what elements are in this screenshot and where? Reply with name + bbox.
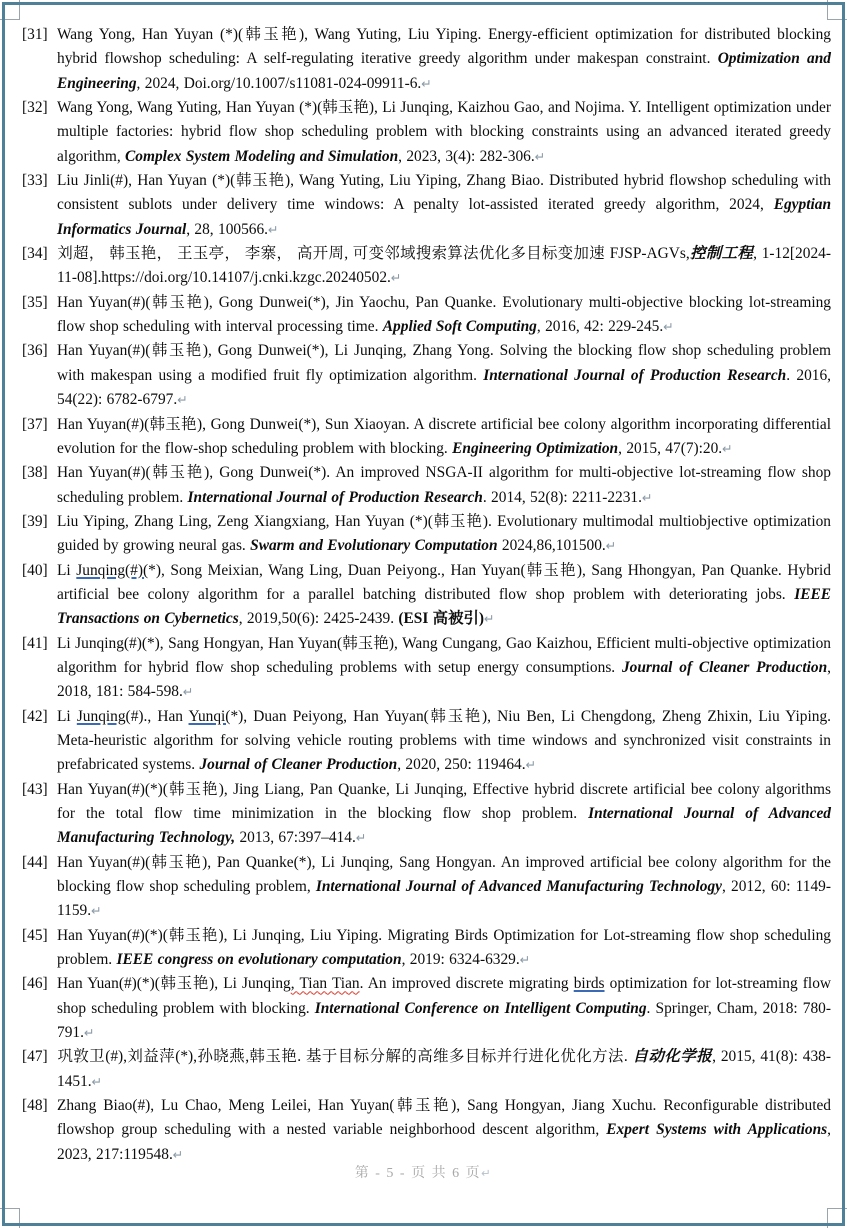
- ref-segment: , 2024, Doi.org/10.1007/s11081-024-09911-6.: [136, 74, 422, 92]
- reference-number: [43]: [22, 780, 48, 798]
- reference-item: [22, 632, 831, 705]
- ref-segment: International Conference on Intelligent Computing: [314, 999, 647, 1017]
- ref-segment: Wang Yong, Han Yuyan (*)(韩玉艳), Wang Yuting, Liu Yiping. Energy-efficient optimization for distributed blocking hybrid flowshop scheduling: A self-regulating iterative greedy algorithm under makespan constraint.: [57, 26, 831, 68]
- reference-number: [34]: [22, 245, 48, 263]
- ref-segment: IEEE Transactions on Cybernetics: [57, 585, 831, 628]
- ref-segment: IEEE congress on evolutionary computation: [116, 951, 402, 969]
- ref-segment: 控制工程: [689, 245, 754, 263]
- ref-segment: . 2014, 52(8): 2211-2231.: [482, 488, 642, 506]
- reference-number: [37]: [22, 415, 48, 433]
- crop-mark-top-right: [827, 0, 847, 20]
- reference-number: [39]: [22, 512, 48, 530]
- reference-item: [22, 461, 831, 510]
- reference-item: [22, 291, 831, 340]
- reference-number: [38]: [22, 464, 48, 482]
- ref-segment: International Journal of Production Research: [187, 488, 483, 506]
- reference-item: [22, 972, 831, 1045]
- ref-segment: Expert Systems with Applications: [606, 1121, 828, 1139]
- paragraph-mark-icon: ↵: [641, 489, 653, 505]
- ref-segment: Engineering Optimization: [452, 439, 619, 457]
- ref-segment: 2013, 67:397–414.: [235, 829, 356, 847]
- reference-number: [48]: [22, 1097, 48, 1115]
- reference-number: [41]: [22, 634, 48, 652]
- ref-segment: Yunqi(: [188, 707, 231, 725]
- ref-segment: Optimization and Engineering: [57, 50, 831, 92]
- paragraph-mark-icon: ↵: [663, 319, 674, 335]
- ref-segment: 自动化学报: [632, 1048, 713, 1066]
- ref-segment: optimization for lot-streaming flow shop scheduling problem with blocking.: [57, 975, 832, 1017]
- ref-segment: Complex System Modeling and Simulation: [125, 147, 399, 165]
- paragraph-mark-icon: ↵: [525, 757, 537, 773]
- ref-segment: (ESI 高被引): [398, 610, 484, 628]
- reference-item: [22, 1045, 831, 1094]
- paragraph-mark-icon: ↵: [177, 392, 188, 408]
- reference-item: [22, 23, 831, 96]
- reference-number: [46]: [22, 975, 48, 993]
- paragraph-mark-icon: ↵: [722, 440, 733, 456]
- ref-segment: Swarm and Evolutionary Computation: [250, 537, 498, 555]
- ref-segment: Han Yuan(#)(*)(韩玉艳), Li Junqing: [57, 975, 291, 993]
- ref-segment: Li: [57, 707, 77, 725]
- reference-number: [35]: [22, 293, 48, 311]
- ref-segment: International Journal of Advanced Manufacturing Technology,: [57, 805, 831, 847]
- ref-segment: Li Junqing(#)(*), Sang Hongyan, Han Yuyan(韩玉艳), Wang Cungang, Gao Kaizhou, Efficient multi-objective optimization algorithm for hybrid flow shop scheduling problems with setup energy consumptions.: [57, 634, 831, 676]
- ref-segment: , 2023, 3(4): 282-306.: [398, 147, 535, 165]
- ref-segment: Li: [57, 561, 77, 579]
- paragraph-mark-icon: ↵: [83, 1025, 95, 1041]
- page-number-text: 第 - 5 - 页 共 6 页: [354, 1166, 482, 1181]
- ref-segment: *), Song Meixian, Wang Ling, Duan Peiyong., Han Yuyan(韩玉艳), Sang Hhongyan, Pan Quanke. Hybrid artificial bee colony algorithm for a parallel batching distributed flow shop problem with deteriorating jobs.: [57, 561, 831, 603]
- ref-segment: Journal of Cleaner Production: [621, 658, 828, 676]
- ref-segment: *), Duan Peiyong, Han Yuyan(韩玉艳), Niu Ben, Li Chengdong, Zheng Zhixin, Liu Yiping. Meta-heuristic algorithm for solving vehicle routing problems with time windows and synchronized visit constraints in prefabricated systems.: [57, 707, 832, 774]
- ref-segment: #)., Han: [130, 707, 189, 725]
- ref-segment: Liu Jinli(#), Han Yuyan (*)(韩玉艳), Wang Yuting, Liu Yiping, Zhang Biao. Distributed hybrid flowshop scheduling with consistent sublots under delivery time windows: A penalty lot-assisted iterated greedy algorithm, 2024,: [57, 172, 831, 214]
- ref-segment: 2024,86,101500.: [497, 537, 606, 555]
- reference-item: [22, 169, 831, 242]
- paragraph-mark-icon: ↵: [390, 270, 402, 286]
- paragraph-mark-icon: ↵: [268, 221, 279, 237]
- paragraph-mark-icon: ↵: [481, 1166, 493, 1180]
- ref-segment: , 2016, 42: 229-245.: [536, 318, 664, 336]
- ref-segment: Han Yuyan(#)(韩玉艳), Gong Dunwei(*), Jin Yaochu, Pan Quanke. Evolutionary multi-objective blocking lot-streaming flow shop scheduling with interval processing time.: [57, 293, 831, 336]
- reference-item: [22, 96, 831, 169]
- paragraph-mark-icon: ↵: [91, 903, 102, 919]
- reference-number: [40]: [22, 561, 48, 579]
- ref-segment: , 2019,50(6): 2425-2439.: [238, 610, 399, 628]
- reference-number: [33]: [22, 172, 48, 190]
- ref-segment: Egyptian Informatics Journal: [57, 196, 831, 238]
- crop-mark-bottom-left: [0, 1208, 20, 1228]
- ref-segment: , 2018, 181: 584-598.: [57, 658, 831, 701]
- ref-segment: , 2015, 47(7):20.: [618, 439, 723, 457]
- paragraph-mark-icon: ↵: [605, 538, 617, 554]
- ref-segment: International Journal of Production Research: [483, 366, 787, 384]
- page-footer: [0, 1162, 847, 1182]
- ref-segment: Journal of Cleaner Production: [199, 756, 398, 774]
- ref-segment: birds: [573, 975, 605, 993]
- paragraph-mark-icon: ↵: [534, 148, 546, 164]
- crop-mark-bottom-right: [827, 1208, 847, 1228]
- reference-number: [31]: [22, 26, 48, 43]
- reference-number: [44]: [22, 853, 48, 871]
- reference-item: [22, 851, 831, 924]
- ref-segment: 巩敦卫(#),刘益萍(*),孙晓燕,韩玉艳. 基于目标分解的高维多目标并行进化优化方法.: [57, 1048, 633, 1066]
- ref-segment: Liu Yiping, Zhang Ling, Zeng Xiangxiang, Han Yuyan (*)(韩玉艳). Evolutionary multimodal multiobjective optimization guided by growing neural gas.: [57, 512, 831, 555]
- ref-segment: , 2023, 217:119548.: [57, 1121, 831, 1163]
- ref-segment: Han Yuyan(#)(*)(韩玉艳), Li Junqing, Liu Yiping. Migrating Birds Optimization for Lot-streaming flow shop scheduling problem.: [57, 926, 831, 969]
- ref-segment: International Journal of Advanced Manufacturing Technology: [315, 878, 722, 896]
- references-list: [22, 23, 831, 1167]
- reference-number: [32]: [22, 99, 48, 117]
- reference-item: [22, 559, 831, 632]
- ref-segment: Han Yuyan(#)(韩玉艳), Gong Dunwei(*), Li Junqing, Zhang Yong. Solving the blocking flow shop scheduling problem with makespan using a modified fruit fly optimization algorithm.: [57, 342, 831, 384]
- ref-segment: Applied Soft Computing: [382, 318, 537, 336]
- crop-mark-top-left: [0, 0, 20, 20]
- ref-segment: Han Yuyan(#)(韩玉艳), Gong Dunwei(*). An improved NSGA-II algorithm for multi-objective lot-streaming flow shop scheduling problem.: [57, 464, 831, 506]
- paragraph-mark-icon: ↵: [172, 1146, 184, 1162]
- ref-segment: . An improved discrete migrating: [359, 975, 574, 993]
- reference-item: [22, 339, 831, 412]
- paragraph-mark-icon: ↵: [519, 952, 531, 968]
- reference-item: [22, 510, 831, 559]
- ref-segment: Zhang Biao(#), Lu Chao, Meng Leilei, Han Yuyan(韩玉艳), Sang Hongyan, Jiang Xuchu. Reconfigurable distributed flowshop group scheduling with a nested variable neighborhood descent algorithm,: [57, 1097, 831, 1139]
- reference-item: [22, 924, 831, 973]
- reference-number: [47]: [22, 1048, 48, 1066]
- ref-segment: , 2020, 250: 119464.: [397, 756, 526, 774]
- paragraph-mark-icon: ↵: [421, 75, 432, 91]
- ref-segment: 刘超， 韩玉艳， 王玉亭， 李寨， 高开周, 可变邻域搜索算法优化多目标变加速 FJSP-AGVs,: [57, 245, 690, 263]
- ref-segment: Han Yuyan(#)(*)(韩玉艳), Jing Liang, Pan Quanke, Li Junqing, Effective hybrid discrete artificial bee colony algorithms for the total flow time minimization in the blocking flow shop problem.: [57, 780, 831, 822]
- ref-segment: . 2016, 54(22): 6782-6797.: [57, 366, 832, 409]
- ref-segment: , Tian Tian: [290, 975, 360, 993]
- reference-item: [22, 705, 831, 778]
- reference-number: [36]: [22, 342, 48, 360]
- paragraph-mark-icon: ↵: [182, 684, 194, 700]
- ref-segment: Han Yuyan(#)(韩玉艳), Pan Quanke(*), Li Junqing, Sang Hongyan. An improved artificial bee colony algorithm for the blocking flow shop scheduling problem,: [57, 853, 831, 896]
- ref-segment: Junqing(: [76, 707, 131, 725]
- reference-item: [22, 413, 831, 462]
- ref-segment: , 2012, 60: 1149-1159.: [57, 878, 832, 920]
- reference-number: [45]: [22, 926, 48, 944]
- ref-segment: , 28, 100566.: [186, 220, 269, 238]
- reference-item: [22, 242, 831, 291]
- ref-segment: . Springer, Cham, 2018: 780-791.: [57, 999, 832, 1042]
- ref-segment: Wang Yong, Wang Yuting, Han Yuyan (*)(韩玉艳), Li Junqing, Kaizhou Gao, and Nojima. Y. Intelligent optimization under multiple factories: hybrid flow shop scheduling problem with blocking constraints using an advanced iterated greedy algorithm,: [57, 99, 831, 165]
- reference-item: [22, 1094, 831, 1167]
- paragraph-mark-icon: ↵: [483, 611, 495, 627]
- reference-item: [22, 778, 831, 851]
- ref-segment: Han Yuyan(#)(韩玉艳), Gong Dunwei(*), Sun Xiaoyan. A discrete artificial bee colony algorithm incorporating differential evolution for the flow-shop scheduling problem with blocking.: [57, 415, 831, 457]
- ref-segment: , 2015, 41(8): 438-1451.: [57, 1048, 831, 1090]
- paragraph-mark-icon: ↵: [91, 1073, 103, 1089]
- ref-segment: , 1-12[2024-11-08].https://doi.org/10.14107/j.cnki.kzgc.20240502.: [57, 245, 831, 287]
- ref-segment: , 2019: 6324-6329.: [401, 951, 520, 969]
- paragraph-mark-icon: ↵: [355, 830, 367, 846]
- reference-number: [42]: [22, 707, 48, 725]
- ref-segment: Junqing(#)(: [76, 561, 149, 579]
